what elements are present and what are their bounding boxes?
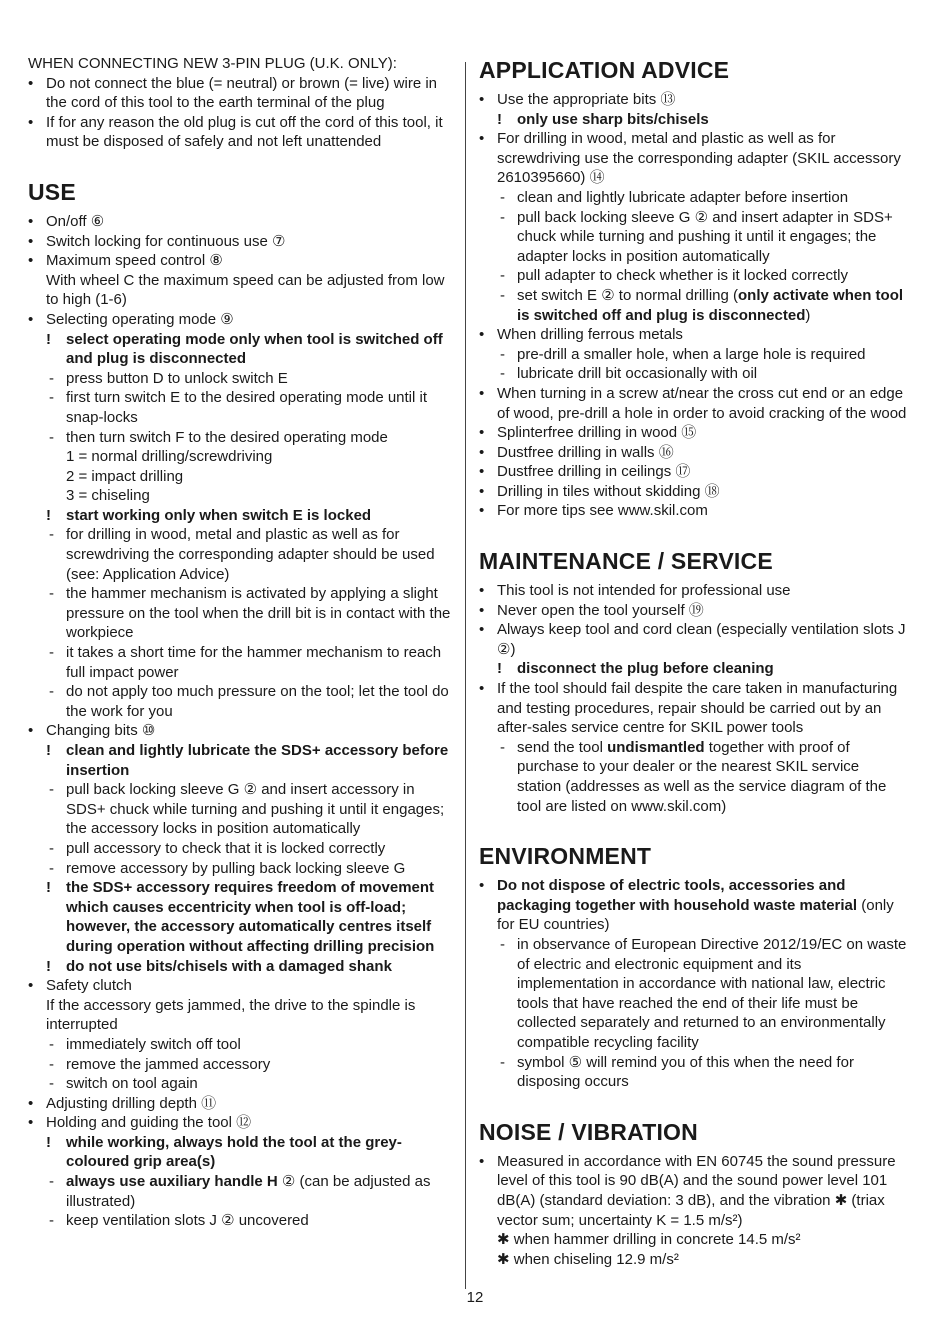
plain-text: send the tool — [517, 738, 608, 756]
warning-item: ! start working only when switch E is locked — [28, 506, 456, 526]
sub-item: - for drilling in wood, metal and plastic as well as for screwdriving the corresponding adapter should be used (see: Application Advice) — [28, 525, 456, 584]
mode-line: 1 = normal drilling/screwdriving — [66, 448, 273, 466]
list-item: • Safety clutch — [28, 976, 456, 996]
list-item: • Adjusting drilling depth ⑪ — [28, 1094, 456, 1114]
sub-item: - remove the jammed accessory — [28, 1055, 456, 1075]
warning-item: ! disconnect the plug before cleaning — [479, 659, 907, 679]
column-divider — [465, 62, 466, 1289]
bold-text: undismantled — [607, 738, 705, 756]
sub-item: - pull back locking sleeve G ② and insert adapter in SDS+ chuck while turning and pushing it until it engages; the adapter locks in position automatically — [479, 208, 907, 267]
list-item: • Selecting operating mode ⑨ — [28, 310, 456, 330]
sub-item — [479, 738, 907, 816]
list-item: • Splinterfree drilling in wood ⑮ — [479, 423, 907, 443]
list-item: • When drilling ferrous metals — [479, 325, 907, 345]
list-item: • If for any reason the old plug is cut off the cord of this tool, it must be disposed of safely and not left unattended — [28, 113, 456, 152]
mode-line: 3 = chiseling — [66, 487, 150, 505]
list-item: • Do not connect the blue (= neutral) or brown (= live) wire in the cord of this tool to the earth terminal of the plug — [28, 74, 456, 113]
list-item: • When turning in a screw at/near the cross cut end or an edge of wood, pre-drill a hole in order to avoid cracking of the wood — [479, 384, 907, 423]
sub-item: - lubricate drill bit occasionally with oil — [479, 364, 907, 384]
warning-item: ! the SDS+ accessory requires freedom of movement which causes eccentricity when tool is off-load; however, the accessory automatically centres itself during operation without affecting drilling precision — [28, 878, 456, 956]
list-item: • Dustfree drilling in ceilings ⑰ — [479, 462, 907, 482]
sub-item: - switch on tool again — [28, 1074, 456, 1094]
warning-item: ! only use sharp bits/chisels — [479, 110, 907, 130]
sub-item — [28, 1172, 456, 1211]
page-number: 12 — [466, 1289, 484, 1306]
list-item: • On/off ⑥ — [28, 212, 456, 232]
bold-text: Do not dispose of electric tools, accessories and packaging together with household waste material — [497, 877, 858, 914]
list-item: • Changing bits ⑩ — [28, 721, 456, 741]
plain-text: ② (can be adjusted as illustrated) — [66, 1173, 431, 1210]
sub-item: - pre-drill a smaller hole, when a large hole is required — [479, 345, 907, 365]
mode-line: 2 = impact drilling — [66, 467, 184, 485]
sub-item: - pull adapter to check whether is it locked correctly — [479, 266, 907, 286]
list-item: • Holding and guiding the tool ⑫ — [28, 1113, 456, 1133]
list-item: • For more tips see www.skil.com — [479, 501, 907, 521]
sub-item: - first turn switch E to the desired operating mode until it snap-locks — [28, 388, 456, 427]
warning-item: ! clean and lightly lubricate the SDS+ accessory before insertion — [28, 741, 456, 780]
noise-vibration-heading: NOISE / VIBRATION — [479, 1118, 698, 1145]
uk-plug-title: WHEN CONNECTING NEW 3-PIN PLUG (U.K. ONLY): — [28, 55, 397, 72]
list-item: • Always keep tool and cord clean (especially ventilation slots J ②) — [479, 620, 907, 659]
sub-item: - immediately switch off tool — [28, 1035, 456, 1055]
sub-item: - do not apply too much pressure on the tool; let the tool do the work for you — [28, 682, 456, 721]
list-item-text: If the accessory gets jammed, the drive to the spindle is interrupted — [46, 996, 416, 1034]
vibration-line: ✱ when hammer drilling in concrete 14.5 m/s² — [497, 1231, 801, 1249]
right-column — [479, 54, 907, 1269]
list-item: • This tool is not intended for professional use — [479, 581, 907, 601]
sub-item: - clean and lightly lubricate adapter before insertion — [479, 188, 907, 208]
plain-text: set switch E ② to normal drilling ( — [517, 286, 739, 304]
sub-item — [479, 286, 907, 325]
plain-text: together with proof of purchase to your dealer or the nearest SKIL service station (addresses as well as the service diagram of the tool are listed on www.skil.com) — [517, 738, 887, 815]
list-item: • Maximum speed control ⑧ — [28, 251, 456, 271]
left-column — [28, 54, 456, 1231]
list-item: • Never open the tool yourself ⑲ — [479, 601, 907, 621]
sub-item: - pull back locking sleeve G ② and insert accessory in SDS+ chuck while turning and pushing it until it engages; the accessory locks in position automatically — [28, 780, 456, 839]
maintenance-heading: MAINTENANCE / SERVICE — [479, 548, 773, 575]
sub-item: - press button D to unlock switch E — [28, 369, 456, 389]
list-item: • Drilling in tiles without skidding ⑱ — [479, 482, 907, 502]
warning-item: ! select operating mode only when tool is switched off and plug is disconnected — [28, 330, 456, 369]
list-item: • Use the appropriate bits ⑬ — [479, 90, 907, 110]
warning-item: ! do not use bits/chisels with a damaged shank — [28, 957, 456, 977]
list-item: • For drilling in wood, metal and plastic as well as for screwdriving use the corresponding adapter (SKIL accessory 2610395660) ⑭ — [479, 129, 907, 188]
plain-text: (only for EU countries) — [497, 896, 894, 934]
sub-item: - pull accessory to check that it is locked correctly — [28, 839, 456, 859]
bold-text: only activate when tool is switched off and plug is disconnected — [517, 286, 904, 324]
list-item: • Measured in accordance with EN 60745 the sound pressure level of this tool is 90 dB(A) and the sound power level 101 dB(A) (standard deviation: 3 dB), and the vibration ✱ (triax vector sum; uncertainty K = 1.5 m/s²) — [479, 1152, 907, 1230]
sub-item: - then turn switch F to the desired operating mode — [28, 428, 456, 448]
list-item: • If the tool should fail despite the care taken in manufacturing and testing procedures, repair should be carried out by an after-sales service centre for SKIL power tools — [479, 679, 907, 738]
list-item-text: With wheel C the maximum speed can be adjusted from low to high (1-6) — [46, 271, 445, 309]
use-heading: USE — [28, 178, 76, 205]
sub-item: - the hammer mechanism is activated by applying a slight pressure on the tool when the drill bit is in contact with the workpiece — [28, 584, 456, 643]
application-advice-heading: APPLICATION ADVICE — [479, 57, 730, 83]
list-item: • Switch locking for continuous use ⑦ — [28, 232, 456, 252]
warning-item: ! while working, always hold the tool at the grey-coloured grip area(s) — [28, 1133, 456, 1172]
sub-item: - it takes a short time for the hammer mechanism to reach full impact power — [28, 643, 456, 682]
sub-item: - in observance of European Directive 2012/19/EC on waste of electric and electronic equipment and its implementation in accordance with national law, electric tools that have reached the end of their life must be collected separately and returned to an environmentally compatible recycling facility — [479, 935, 907, 1053]
list-item — [479, 876, 907, 935]
environment-heading: ENVIRONMENT — [479, 843, 652, 870]
bold-text: always use auxiliary handle H — [66, 1173, 278, 1191]
sub-item: - remove accessory by pulling back locking sleeve G — [28, 859, 456, 879]
vibration-line: ✱ when chiseling 12.9 m/s² — [497, 1250, 679, 1268]
sub-item: - symbol ⑤ will remind you of this when the need for disposing occurs — [479, 1053, 907, 1092]
sub-item: - keep ventilation slots J ② uncovered — [28, 1211, 456, 1231]
list-item: • Dustfree drilling in walls ⑯ — [479, 443, 907, 463]
plain-text: ) — [805, 306, 811, 324]
